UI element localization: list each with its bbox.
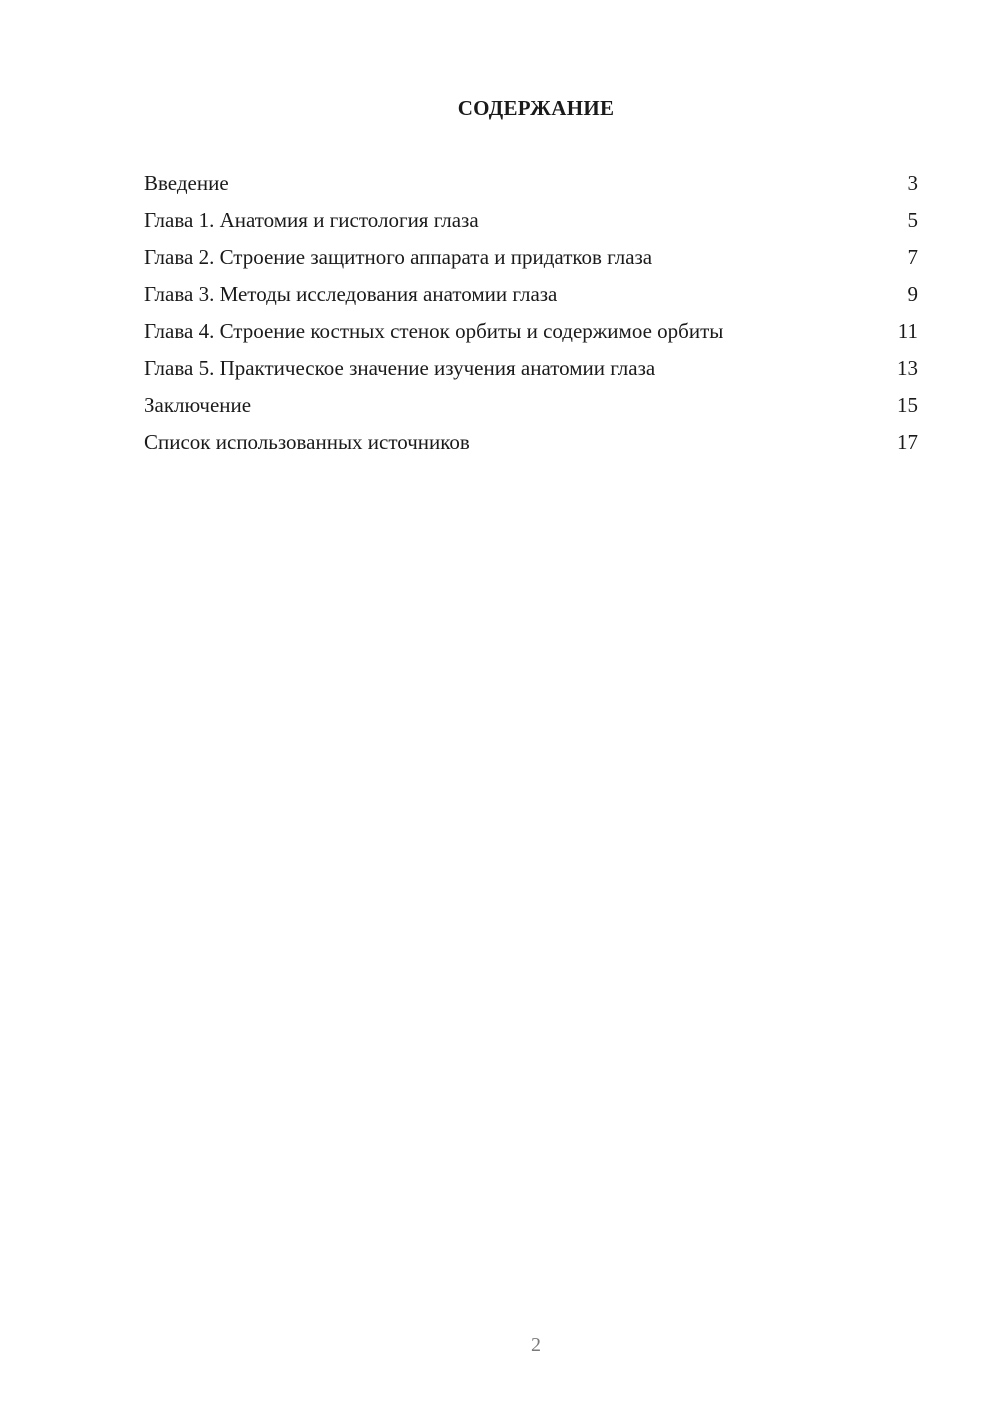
toc-entry-label: Глава 3. Методы исследования анатомии глаза	[144, 282, 558, 306]
toc-entry	[144, 207, 918, 233]
toc-entry-page: 9	[907, 282, 918, 306]
toc-entry-page: 5	[907, 208, 918, 232]
toc-entry-page: 11	[897, 319, 918, 343]
toc-entry	[144, 318, 918, 344]
table-of-contents	[144, 170, 918, 466]
toc-entry	[144, 429, 918, 455]
toc-entry-page: 15	[897, 393, 918, 417]
toc-entry	[144, 392, 918, 418]
toc-entry-label: Введение	[144, 171, 229, 195]
toc-entry	[144, 170, 918, 196]
toc-entry-page: 3	[907, 171, 918, 195]
toc-entry-page: 13	[897, 356, 918, 380]
page-number: 2	[531, 1334, 541, 1356]
toc-entry-label: Список использованных источников	[144, 430, 470, 454]
toc-entry-label: Заключение	[144, 393, 252, 417]
toc-entry-page: 7	[907, 245, 918, 269]
toc-entry-page: 17	[897, 430, 918, 454]
toc-entry	[144, 281, 918, 307]
toc-entry-label: Глава 1. Анатомия и гистология глаза	[144, 208, 479, 232]
toc-entry-label: Глава 4. Строение костных стенок орбиты и содержимое орбиты	[144, 319, 724, 343]
toc-entry	[144, 355, 918, 381]
toc-entry-label: Глава 2. Строение защитного аппарата и придатков глаза	[144, 245, 653, 269]
toc-entry-label: Глава 5. Практическое значение изучения анатомии глаза	[144, 356, 656, 380]
toc-entry	[144, 244, 918, 270]
page-title: СОДЕРЖАНИЕ	[457, 96, 615, 120]
